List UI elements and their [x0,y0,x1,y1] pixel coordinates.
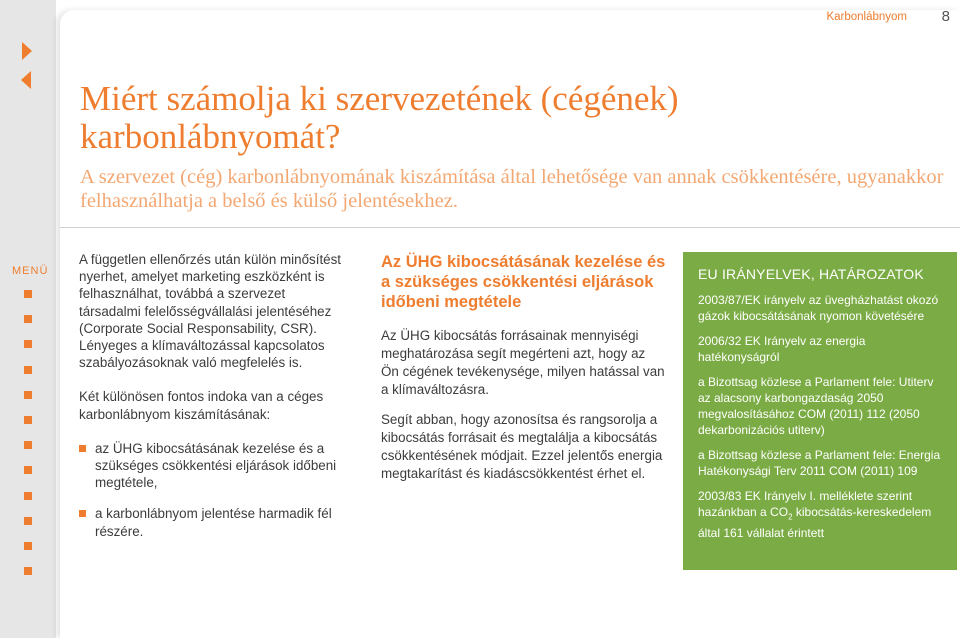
side-navigation-panel [0,0,56,638]
eu-directive-item: a Bizottsag közlese a Parlament fele: Utiterv az alacsony karbongazdaság 2050 megvalosításához COM (2011) 112 (2050 dekarbonizációs utiterv) [698,375,934,437]
eu-directive-item-last [698,488,947,541]
menu-page-square-12[interactable] [24,567,32,575]
col1-paragraph-2: Két különösen fontos indoka van a céges karbonlábnyom kiszámításának: [79,389,324,422]
col2-paragraph-1: Az ÜHG kibocsátás forrásainak mennyiségi meghatározása segít megérteni azt, hogy az Ön cégének tevékenysége, milyen hatással van a klímaváltozásra. [381,328,665,397]
menu-page-square-3[interactable] [24,340,32,348]
left-text-column [79,251,344,554]
page-heading: Miért számolja ki szervezetének (cégének) karbonlábnyomát? [80,79,679,156]
eu-directive-text-before: 2003/83 EK Irányelv I. melléklete szerint hazánkban a CO [698,489,913,519]
col2-paragraph-2: Segít abban, hogy azonosítsa és rangsorolja a kibocsátás forrásait és megtalálja a kibocsátás csökkentésének módjait. Ezzel jelentős energia megtakarítást és kiadáscsökkentést érhet el. [381,412,663,481]
eu-directives-box [683,252,957,570]
menu-page-square-10[interactable] [24,517,32,525]
eu-directive-item: 2006/32 EK Irányelv az energia hatékonyságról [698,334,866,364]
next-page-arrow-icon[interactable] [22,42,32,60]
document-title: Karbonlábnyom [826,11,907,23]
menu-page-square-2[interactable] [24,315,32,323]
menu-page-square-7[interactable] [24,441,32,449]
eu-directive-item: a Bizottsag közlese a Parlament fele: Energia Hatékonysági Terv 2011 COM (2011) 109 [698,448,941,478]
col1-paragraph-1: A független ellenőrzés után külön minősítést nyerhet, amelyet marketing eszközként is felhasználhat, továbbá a szervezet társadalmi felelősségvállalási jelentéséhez (Corporate Social Responsability, CSR). Lényeges a klímaváltozással kapcsolatos szabályozásoknak való megfelelés is. [79,252,342,371]
menu-page-square-11[interactable] [24,542,32,550]
col2-heading: Az ÜHG kibocsátásának kezelése és a szükséges csökkentési eljárások időbeni megtétele [381,253,666,311]
eu-directive-item: 2003/87/EK irányelv az üvegházhatást okozó gázok kibocsátásának nyomon követésére [698,293,939,323]
eu-directives-title: EU IRÁNYELVEK, HATÁROZATOK [698,266,924,282]
menu-page-square-4[interactable] [24,366,32,374]
menu-page-square-5[interactable] [24,391,32,399]
menu-page-square-8[interactable] [24,466,32,474]
menu-page-square-1[interactable] [24,290,32,298]
co2-subscript: 2 [788,512,793,522]
heading-divider [60,227,960,228]
menu-page-squares [24,290,34,592]
middle-text-column [381,252,666,495]
page-subheading: A szervezet (cég) karbonlábnyomának kiszámítása által lehetősége van annak csökkentésére, ugyanakkor felhasználhatja a belső és külső jelentésekhez. [80,166,944,212]
reasons-list-item: a karbonlábnyom jelentése harmadik fél részére. [79,505,344,539]
reasons-list-item: az ÜHG kibocsátásának kezelése és a szükséges csökkentési eljárások időbeni megtétele, [79,440,344,492]
menu-label[interactable]: MENÜ [12,265,49,277]
eu-directive-text-after: kibocsátás-kereskedelem által 161 vállalat érintett [698,505,932,541]
menu-page-square-9[interactable] [24,492,32,500]
page-number: 8 [941,8,950,25]
previous-page-arrow-icon[interactable] [21,71,31,89]
menu-page-square-6[interactable] [24,416,32,424]
reasons-list [79,440,344,540]
